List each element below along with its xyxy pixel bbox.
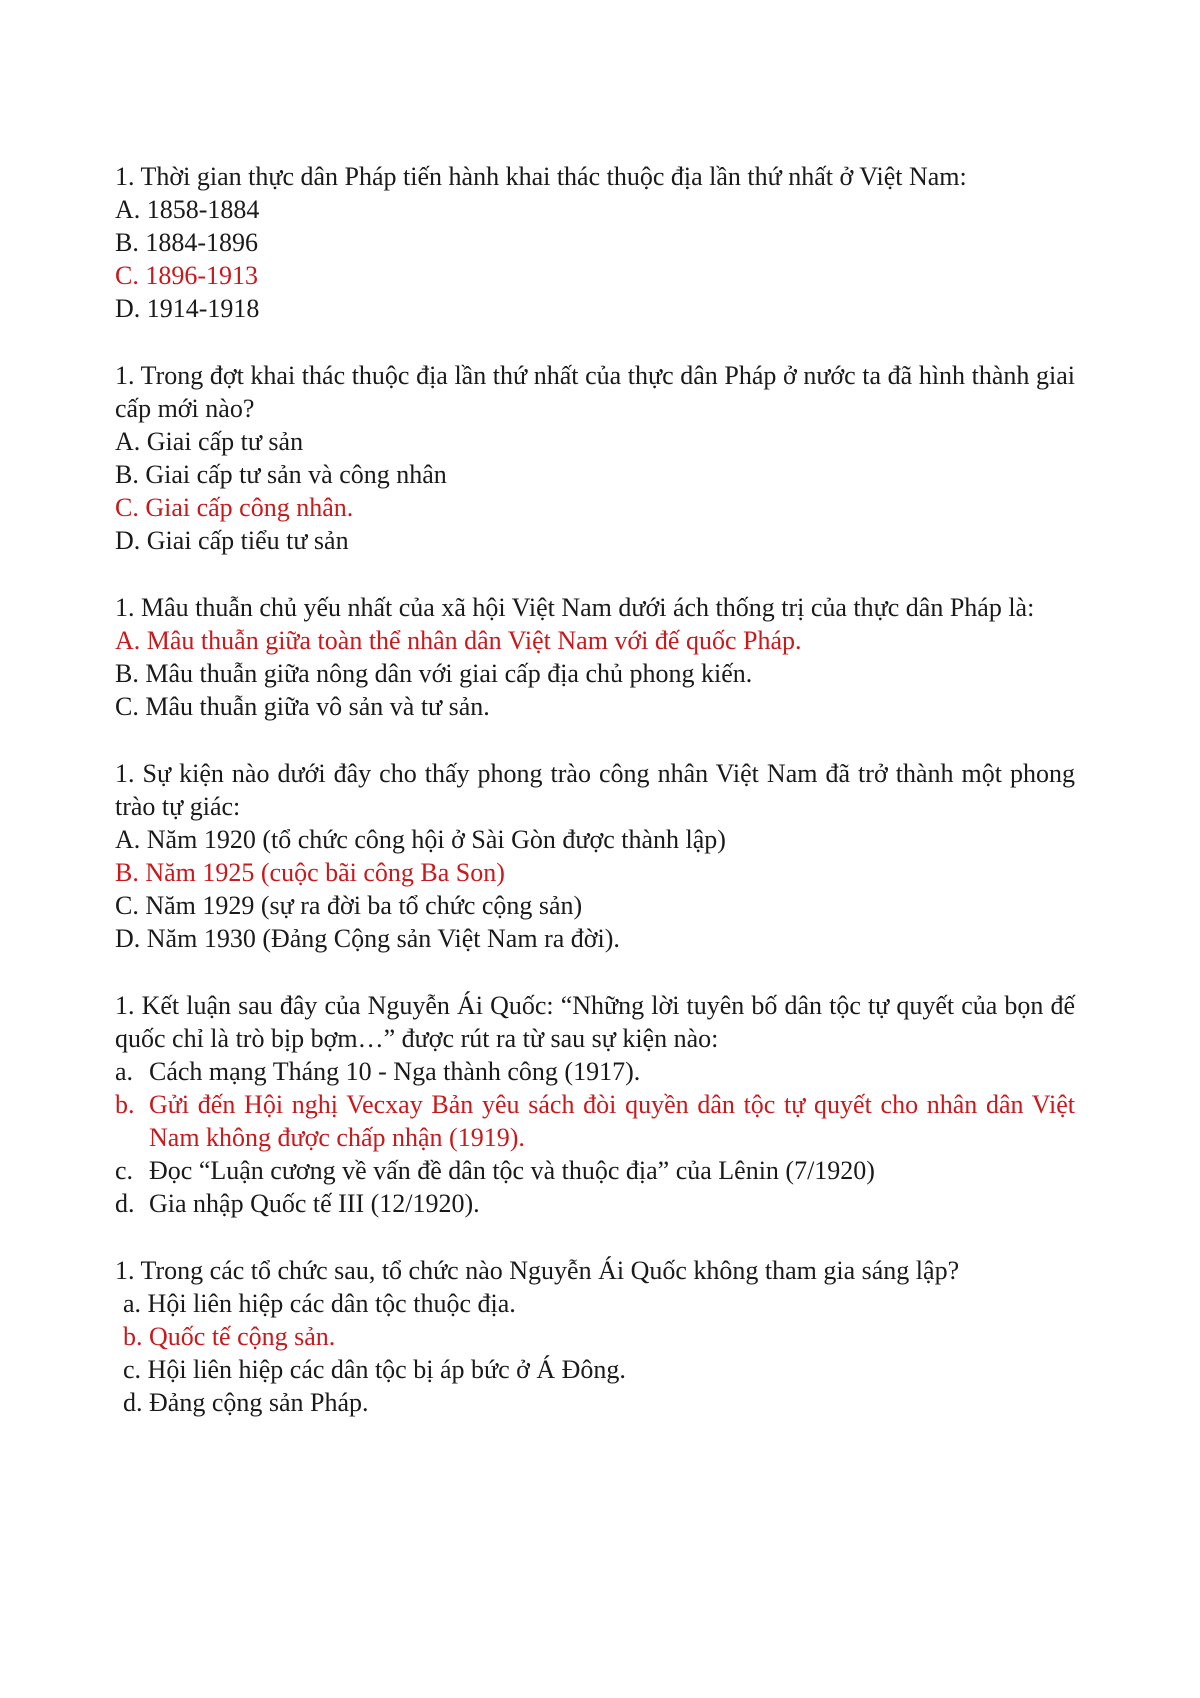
question-4-option-d: D. Năm 1930 (Đảng Cộng sản Việt Nam ra đời). — [115, 924, 620, 953]
question-3-option-a-correct: A. Mâu thuẫn giữa toàn thể nhân dân Việt Nam với đế quốc Pháp. — [115, 626, 802, 655]
option-letter: d. — [115, 1189, 135, 1218]
question-4-text: 1. Sự kiện nào dưới đây cho thấy phong trào công nhân Việt Nam đã trở thành một phong trào tự giác: — [115, 759, 1075, 821]
question-2 — [115, 359, 1075, 557]
question-4-option-c: C. Năm 1929 (sự ra đời ba tổ chức cộng sản) — [115, 891, 583, 920]
question-2-option-b: B. Giai cấp tư sản và công nhân — [115, 460, 447, 489]
question-3-text: 1. Mâu thuẫn chủ yếu nhất của xã hội Việt Nam dưới ách thống trị của thực dân Pháp là: — [115, 593, 1035, 622]
question-1-option-b: B. 1884-1896 — [115, 228, 258, 257]
quiz-document — [115, 160, 1075, 1453]
question-5 — [115, 989, 1075, 1220]
question-1-option-c-correct: C. 1896-1913 — [115, 261, 258, 290]
question-6-option-a: a. Hội liên hiệp các dân tộc thuộc địa. — [123, 1289, 516, 1318]
question-6 — [115, 1254, 1075, 1419]
question-5-option-b-correct — [115, 1088, 1075, 1154]
question-3-option-c: C. Mâu thuẫn giữa vô sản và tư sản. — [115, 692, 490, 721]
question-5-option-d — [115, 1187, 1075, 1220]
question-4-option-a: A. Năm 1920 (tổ chức công hội ở Sài Gòn được thành lập) — [115, 825, 726, 854]
option-text: Gửi đến Hội nghị Vecxay Bản yêu sách đòi quyền dân tộc tự quyết cho nhân dân Việt Nam không được chấp nhận (1919). — [149, 1090, 1075, 1152]
question-6-option-d: d. Đảng cộng sản Pháp. — [123, 1388, 369, 1417]
option-text: Gia nhập Quốc tế III (12/1920). — [149, 1189, 480, 1218]
option-letter: a. — [115, 1057, 134, 1086]
question-5-option-c — [115, 1154, 1075, 1187]
question-2-option-d: D. Giai cấp tiểu tư sản — [115, 526, 349, 555]
question-3-option-b: B. Mâu thuẫn giữa nông dân với giai cấp địa chủ phong kiến. — [115, 659, 753, 688]
question-6-option-b-correct: b. Quốc tế cộng sản. — [123, 1322, 336, 1351]
question-2-text: 1. Trong đợt khai thác thuộc địa lần thứ nhất của thực dân Pháp ở nước ta đã hình thành giai cấp mới nào? — [115, 361, 1075, 423]
option-text: Đọc “Luận cương về vấn đề dân tộc và thuộc địa” của Lênin (7/1920) — [149, 1156, 875, 1185]
question-1 — [115, 160, 1075, 325]
option-letter: c. — [115, 1156, 134, 1185]
question-5-option-a — [115, 1055, 1075, 1088]
question-4-option-b-correct: B. Năm 1925 (cuộc bãi công Ba Son) — [115, 858, 505, 887]
question-5-text: 1. Kết luận sau đây của Nguyễn Ái Quốc: “Những lời tuyên bố dân tộc tự quyết của bọn đế quốc chỉ là trò bịp bợm…” được rút ra từ sau sự kiện nào: — [115, 991, 1075, 1053]
question-6-text: 1. Trong các tổ chức sau, tổ chức nào Nguyễn Ái Quốc không tham gia sáng lập? — [115, 1256, 960, 1285]
question-3 — [115, 591, 1075, 723]
question-4 — [115, 757, 1075, 955]
question-1-text: 1. Thời gian thực dân Pháp tiến hành khai thác thuộc địa lần thứ nhất ở Việt Nam: — [115, 162, 967, 191]
question-2-option-a: A. Giai cấp tư sản — [115, 427, 304, 456]
question-6-option-c: c. Hội liên hiệp các dân tộc bị áp bức ở Á Đông. — [123, 1355, 626, 1384]
question-2-option-c-correct: C. Giai cấp công nhân. — [115, 493, 354, 522]
option-text: Cách mạng Tháng 10 - Nga thành công (1917). — [149, 1057, 641, 1086]
question-1-option-a: A. 1858-1884 — [115, 195, 260, 224]
option-letter: b. — [115, 1090, 135, 1119]
question-1-option-d: D. 1914-1918 — [115, 294, 260, 323]
